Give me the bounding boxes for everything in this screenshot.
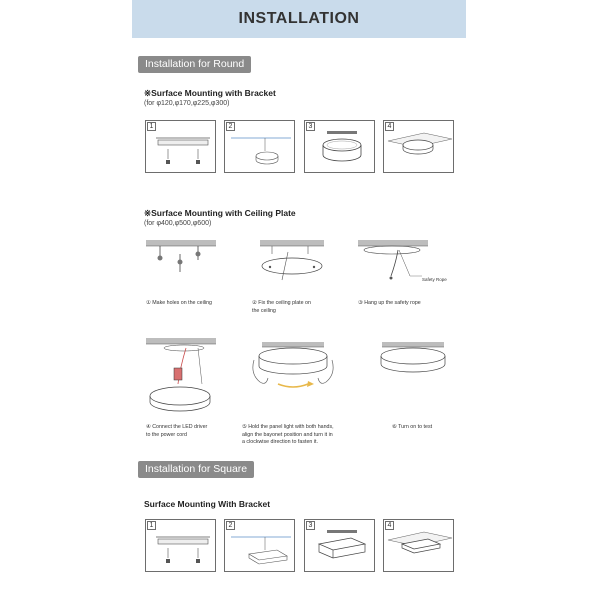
safety-rope-label: Safety Rope (422, 277, 447, 282)
page-title: INSTALLATION (238, 10, 360, 27)
step-caption-6: ⑥ Turn on to test (392, 424, 433, 430)
bracket-mount-illustration (146, 520, 217, 573)
round-fixture-illustration (305, 121, 376, 174)
ceiling-plate-illustration (252, 240, 332, 285)
square-step-2 (224, 519, 295, 572)
bracket-size-note: (for φ120,φ170,φ225,φ300) (144, 100, 230, 107)
square-step-3 (304, 519, 375, 572)
mounted-round-illustration (384, 121, 455, 174)
section-tab-round: Installation for Round (138, 56, 251, 73)
plate-size-note: (for φ400,φ500,φ600) (144, 220, 212, 227)
bracket-heading: ※Surface Mounting with Bracket (144, 88, 276, 98)
twist-lock-illustration (248, 342, 338, 392)
square-fixture-illustration (305, 520, 376, 573)
header-banner (132, 0, 466, 38)
step-number: 1 (147, 122, 156, 131)
wiring-illustration (225, 520, 296, 573)
driver-connection-illustration (146, 338, 216, 418)
installation-sheet (132, 0, 466, 600)
square-step-4 (383, 519, 454, 572)
step-number: 4 (385, 521, 394, 530)
square-heading: Surface Mounting With Bracket (144, 499, 271, 509)
step-caption-5: ⑤ Hold the panel light with both hands, align the bayonet position and turn it in a clockwise direction to fasten it. (242, 424, 334, 445)
step-number: 2 (226, 521, 235, 530)
step-number: 1 (147, 521, 156, 530)
step-number: 2 (226, 122, 235, 131)
round-step-1 (145, 120, 216, 173)
bracket-mount-illustration (146, 121, 217, 174)
square-step-1 (145, 519, 216, 572)
mounted-square-illustration (384, 520, 455, 573)
step-caption-1: ① Make holes on the ceiling (146, 300, 212, 306)
step-number: 4 (385, 122, 394, 131)
step-caption-2: ② Fix the ceiling plate on the ceiling (252, 300, 311, 314)
step-number: 3 (306, 521, 315, 530)
plate-heading: ※Surface Mounting with Ceiling Plate (144, 208, 296, 218)
finished-light-illustration (378, 342, 448, 382)
ceiling-holes-illustration (146, 240, 216, 280)
round-step-2 (224, 120, 295, 173)
step-caption-4: ④ Connect the LED driver to the power cord (146, 424, 208, 438)
section-tab-square: Installation for Square (138, 461, 254, 478)
step-caption-3: ③ Hang up the safety rope (358, 300, 421, 306)
round-step-4 (383, 120, 454, 173)
wiring-illustration (225, 121, 296, 174)
round-step-3 (304, 120, 375, 173)
step-number: 3 (306, 122, 315, 131)
